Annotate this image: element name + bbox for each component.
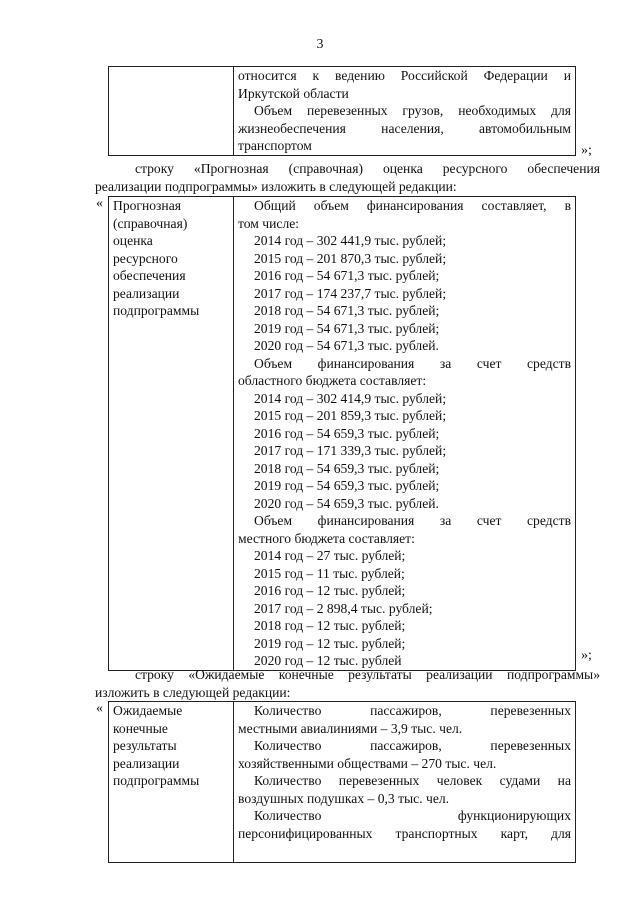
continuation-label-cell <box>109 67 234 156</box>
result-line: хозяйственными обществами – 270 тыс. чел. <box>238 755 497 771</box>
local-year-line: 2014 год – 27 тыс. рублей; <box>254 548 406 563</box>
label-line: Прогнозная <box>113 198 181 213</box>
results-label-cell <box>109 702 234 863</box>
total-year-line: 2019 год – 54 671,3 тыс. рублей; <box>254 320 440 336</box>
page-number: 3 <box>316 37 324 52</box>
result-line: Количество функционирующих <box>254 808 571 823</box>
instruction-line: изложить в следующей редакции: <box>95 684 291 700</box>
result-line: Количество пассажиров, перевезенных <box>254 738 571 753</box>
local-year-line: 2020 год – 12 тыс. рублей <box>254 653 402 668</box>
total-year-line: 2015 год – 201 870,3 тыс. рублей; <box>254 250 447 266</box>
continuation-text-line: жизнеобеспечения населения, автомобильным <box>238 120 571 136</box>
regional-year-line: 2019 год – 54 659,3 тыс. рублей; <box>254 478 440 493</box>
instruction-line: реализации подпрограммы» изложить в следующей редакции: <box>95 178 457 194</box>
closing-quote-mark: »; <box>581 143 592 158</box>
regional-year-line: 2018 год – 54 659,3 тыс. рублей; <box>254 460 440 476</box>
regional-intro-line: Объем финансирования за счет средств <box>254 355 571 371</box>
continuation-text-line: относится к ведению Российской Федерации и <box>238 68 571 83</box>
label-line: конечные <box>113 720 168 736</box>
local-year-line: 2017 год – 2 898,4 тыс. рублей; <box>254 600 433 616</box>
label-line: реализации <box>113 755 180 771</box>
regional-year-line: 2015 год – 201 859,3 тыс. рублей; <box>254 408 447 423</box>
opening-quote-mark: « <box>96 196 103 211</box>
label-line: (справочная) <box>113 215 188 231</box>
continuation-text-line: Иркутской области <box>238 85 349 101</box>
local-year-line: 2016 год – 12 тыс. рублей; <box>254 583 406 598</box>
local-year-line: 2019 год – 12 тыс. рублей; <box>254 635 406 651</box>
continuation-content-cell <box>234 67 576 156</box>
local-intro-line: Объем финансирования за счет средств <box>254 513 571 528</box>
continuation-text-line: транспортом <box>238 138 312 153</box>
label-line: обеспечения <box>113 268 186 283</box>
total-year-line: 2014 год – 302 441,9 тыс. рублей; <box>254 233 447 248</box>
label-line: подпрограммы <box>113 303 200 318</box>
closing-quote-mark: »; <box>581 648 592 663</box>
regional-intro-line: областного бюджета составляет: <box>238 373 427 388</box>
label-line: ресурсного <box>113 250 178 266</box>
continuation-text-line: Объем перевезенных грузов, необходимых для <box>254 103 571 118</box>
label-line: подпрограммы <box>113 773 200 788</box>
results-content-cell <box>234 702 576 863</box>
label-line: оценка <box>113 233 153 248</box>
result-line: Количество пассажиров, перевезенных <box>254 703 571 718</box>
result-line: местными авиалиниями – 3,9 тыс. чел. <box>238 720 463 736</box>
total-intro-line: Общий объем финансирования составляет, в <box>254 198 571 213</box>
regional-year-line: 2020 год – 54 659,3 тыс. рублей. <box>254 495 439 511</box>
continuation-table <box>108 66 576 156</box>
instruction-paragraph <box>95 666 600 701</box>
local-intro-line: местного бюджета составляет: <box>238 530 415 546</box>
results-table <box>108 701 576 863</box>
label-line: результаты <box>113 738 177 753</box>
total-year-line: 2018 год – 54 671,3 тыс. рублей; <box>254 303 440 318</box>
total-intro-line: том числе: <box>238 215 300 231</box>
regional-year-line: 2017 год – 171 339,3 тыс. рублей; <box>254 443 447 458</box>
result-line: Количество перевезенных человек судами на <box>254 773 571 788</box>
total-year-line: 2016 год – 54 671,3 тыс. рублей; <box>254 268 440 283</box>
instruction-line: строку «Ожидаемые конечные результаты реализации подпрограммы» <box>135 667 600 682</box>
total-year-line: 2020 год – 54 671,3 тыс. рублей. <box>254 338 439 353</box>
resource-content-cell <box>234 197 576 671</box>
regional-year-line: 2014 год – 302 414,9 тыс. рублей; <box>254 390 447 406</box>
local-year-line: 2015 год – 11 тыс. рублей; <box>254 565 405 581</box>
opening-quote-mark: « <box>96 701 103 716</box>
instruction-paragraph <box>95 160 600 195</box>
result-line: персонифицированных транспортных карт, для <box>238 825 571 841</box>
result-line: воздушных подушках – 0,3 тыс. чел. <box>238 790 450 806</box>
regional-year-line: 2016 год – 54 659,3 тыс. рублей; <box>254 425 440 441</box>
local-year-line: 2018 год – 12 тыс. рублей; <box>254 618 406 633</box>
resource-label-cell <box>109 197 234 671</box>
label-line: Ожидаемые <box>113 703 183 718</box>
instruction-line: строку «Прогнозная (справочная) оценка ресурсного обеспечения <box>135 161 600 176</box>
resource-table <box>108 196 576 671</box>
total-year-line: 2017 год – 174 237,7 тыс. рублей; <box>254 285 447 301</box>
label-line: реализации <box>113 285 180 301</box>
